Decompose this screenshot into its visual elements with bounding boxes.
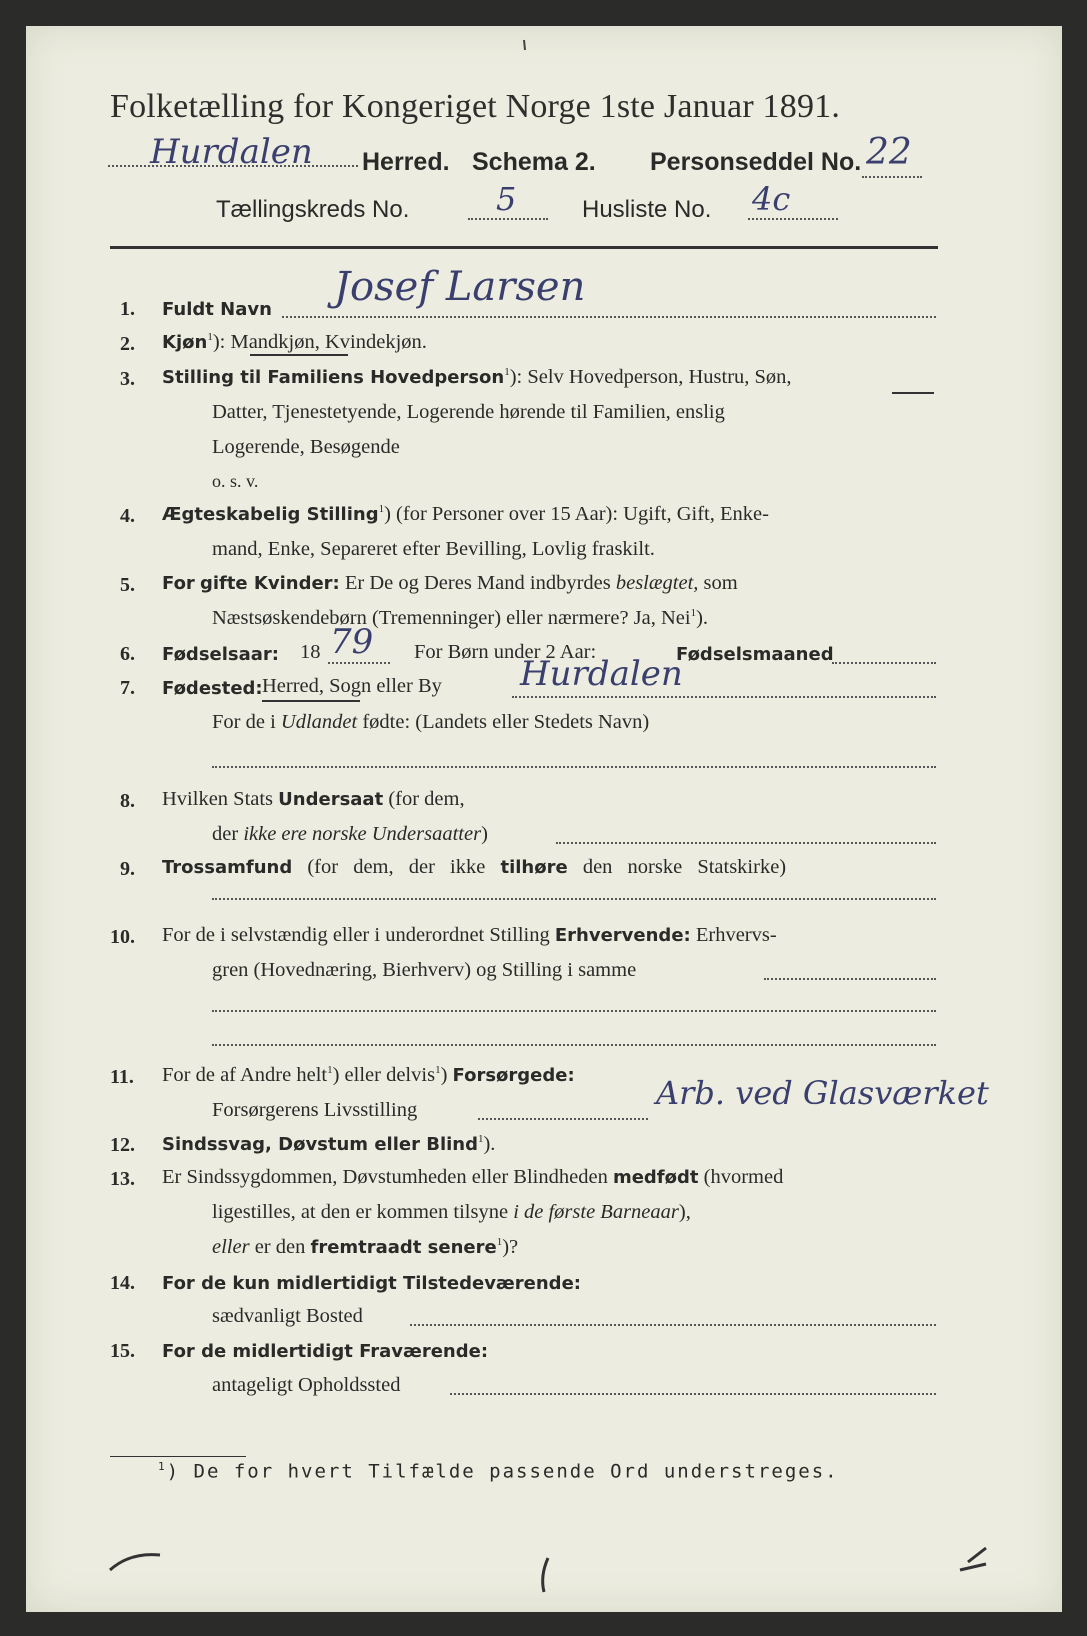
footnote-ref: 1 bbox=[327, 1064, 333, 1077]
item-number: 3. bbox=[120, 368, 135, 390]
disability-text-end: ). bbox=[483, 1133, 496, 1155]
husliste-label: Husliste No. bbox=[582, 196, 712, 223]
married-women-text: Er De og Deres Mand indbyrdes bbox=[339, 572, 616, 594]
pen-stroke-mark bbox=[960, 1548, 986, 1570]
footnote-ref: 1 bbox=[477, 1133, 484, 1146]
item-number: 4. bbox=[120, 505, 135, 527]
citizenship-line2-end: ) bbox=[481, 823, 488, 845]
disability-label: Sindssvag, Døvstum eller Blind bbox=[162, 1134, 478, 1155]
congenital-line3-end: )? bbox=[502, 1236, 519, 1258]
congenital-text: Er Sindssygdommen, Døvstumheden eller Blindheden bbox=[162, 1166, 613, 1188]
item-number: 14. bbox=[110, 1272, 135, 1294]
congenital-line3-italic: eller bbox=[212, 1236, 250, 1258]
item-number: 2. bbox=[120, 333, 135, 355]
temporary-present-label: For de kun midlertidigt Tilstedeværende: bbox=[162, 1273, 581, 1294]
pen-stroke-mark bbox=[524, 40, 525, 50]
family-position-options: ): Selv Hovedperson, Hustru, Søn, bbox=[509, 366, 792, 388]
supported-text2: ) eller delvis bbox=[332, 1064, 436, 1086]
kreds-label: Tællingskreds No. bbox=[216, 196, 410, 223]
citizenship-line2-italic: ikke ere norske Undersaatter bbox=[243, 823, 482, 845]
item-number: 1. bbox=[120, 298, 135, 320]
husliste-value: 4c bbox=[752, 180, 791, 218]
full-name-label: Fuldt Navn bbox=[162, 299, 272, 320]
citizenship-label: Undersaat bbox=[278, 789, 384, 810]
pen-stroke-mark bbox=[110, 1555, 160, 1570]
marital-status-line2: mand, Enke, Separeret efter Bevilling, Lovlig fraskilt. bbox=[212, 538, 655, 560]
form-title: Folketælling for Kongeriget Norge 1ste Januar 1891. bbox=[110, 88, 841, 125]
pen-stroke-mark bbox=[543, 1558, 548, 1592]
footnote-ref: 1 bbox=[504, 366, 510, 379]
congenital-line2-end: ), bbox=[678, 1201, 691, 1223]
item-number: 5. bbox=[120, 574, 135, 596]
supported-text3: ) bbox=[440, 1064, 453, 1086]
family-position-line2: Datter, Tjenestetyende, Logerende hørende til Familien, enslig bbox=[212, 401, 725, 423]
herred-label: Herred. bbox=[362, 148, 450, 176]
footnote-ref: 1 bbox=[496, 1236, 503, 1249]
congenital-line3-text: er den bbox=[249, 1236, 311, 1258]
citizenship-text: Hvilken Stats bbox=[162, 788, 279, 810]
birthplace-label: Fødested: bbox=[162, 678, 263, 699]
birth-year-value: 79 bbox=[330, 622, 374, 662]
gender-options: ): Mandkjøn, Kvindekjøn. bbox=[212, 331, 427, 353]
occupation-label: Erhvervende: bbox=[554, 925, 691, 946]
personseddel-value: 22 bbox=[866, 132, 912, 173]
item-number: 12. bbox=[110, 1134, 135, 1156]
religion-text: (for dem, der ikke bbox=[292, 856, 501, 878]
occupation-text: For de i selvstændig eller i underordnet Stilling bbox=[162, 924, 555, 946]
family-position-line4: o. s. v. bbox=[212, 471, 259, 491]
footnote-ref: 1 bbox=[158, 1460, 167, 1473]
married-women-label: gifte Kvinder: bbox=[199, 573, 340, 594]
family-position-line3: Logerende, Besøgende bbox=[212, 436, 400, 458]
supported-label: Forsørgede: bbox=[452, 1065, 575, 1086]
religion-text-end: den norske Statskirke) bbox=[567, 856, 787, 878]
married-women-related: beslægtet, bbox=[615, 572, 699, 594]
religion-label: Trossamfund bbox=[162, 857, 293, 878]
citizenship-text-end: (for dem, bbox=[383, 788, 465, 810]
footnote-ref: 1 bbox=[378, 503, 385, 516]
kreds-value: 5 bbox=[496, 180, 517, 218]
item-number: 15. bbox=[110, 1340, 135, 1362]
birth-month-label: Fødselsmaaned bbox=[676, 644, 834, 665]
item-number: 6. bbox=[120, 643, 135, 665]
footnote-text: ) De for hvert Tilfælde passende Ord understreges. bbox=[166, 1460, 839, 1483]
full-name-value: Josef Larsen bbox=[334, 264, 586, 310]
footnote-ref: 1 bbox=[207, 331, 213, 344]
congenital-text-end: (hvormed bbox=[698, 1166, 784, 1188]
supported-text: For de af Andre helt bbox=[162, 1064, 328, 1086]
schema-label: Schema 2. bbox=[472, 148, 596, 176]
footnote-ref: 1 bbox=[690, 607, 697, 620]
gender-label: Kjøn bbox=[162, 332, 208, 353]
birthplace-value: Hurdalen bbox=[520, 654, 683, 694]
provider-occupation-label: Forsørgerens Livsstilling bbox=[212, 1099, 418, 1121]
item-number: 11. bbox=[110, 1066, 134, 1088]
congenital-label: medfødt bbox=[612, 1167, 699, 1188]
birthplace-options: Herred, Sogn eller By bbox=[262, 675, 442, 697]
congenital-line2-text: ligestilles, at den er kommen tilsyne bbox=[212, 1201, 514, 1223]
item-number: 8. bbox=[120, 790, 135, 812]
foreign-birthplace-text-end: fødte: (Landets eller Stedets Navn) bbox=[357, 711, 650, 733]
marital-status-label: Ægteskabelig Stilling bbox=[162, 504, 379, 525]
married-women-pre: For bbox=[162, 573, 195, 594]
married-women-text-end: som bbox=[698, 572, 738, 594]
birth-year-prefix: 18 bbox=[300, 641, 321, 663]
married-women-question-end: ). bbox=[696, 607, 709, 629]
foreign-birthplace-text: For de i bbox=[212, 711, 281, 733]
birth-year-label: Fødselsaar: bbox=[162, 644, 279, 665]
foreign-birthplace-abroad: Udlandet bbox=[280, 711, 358, 733]
provider-occupation-value: Arb. ved Glasværket bbox=[656, 1074, 989, 1112]
family-position-label: Stilling til Familiens Hovedperson bbox=[162, 367, 505, 388]
herred-value: Hurdalen bbox=[150, 132, 313, 172]
birth-month-text: For Børn under 2 Aar: bbox=[414, 641, 597, 663]
married-women-question: Næstsøskendebørn (Tremenninger) eller nærmere? Ja, Nei bbox=[212, 607, 691, 629]
citizenship-line2-text: der bbox=[212, 823, 244, 845]
occupation-text-end: Erhvervs- bbox=[690, 924, 777, 946]
occupation-line2: gren (Hovednæring, Bierhverv) og Stilling i samme bbox=[212, 959, 637, 981]
congenital-line3-bold: fremtraadt senere bbox=[310, 1237, 497, 1258]
item-number: 10. bbox=[110, 926, 135, 948]
probable-residence-label: antageligt Opholdssted bbox=[212, 1374, 401, 1396]
religion-bold: tilhøre bbox=[500, 857, 568, 878]
usual-residence-label: sædvanligt Bosted bbox=[212, 1305, 363, 1327]
footnote-ref: 1 bbox=[435, 1064, 441, 1077]
item-number: 7. bbox=[120, 677, 135, 699]
temporary-absent-label: For de midlertidigt Fraværende: bbox=[162, 1341, 489, 1362]
item-number: 9. bbox=[120, 858, 135, 880]
congenital-line2-italic: i de første Barneaar bbox=[513, 1201, 679, 1223]
item-number: 13. bbox=[110, 1168, 135, 1190]
personseddel-label: Personseddel No. bbox=[650, 148, 862, 176]
marital-status-options: ) (for Personer over 15 Aar): Ugift, Gift, Enke- bbox=[384, 503, 769, 525]
